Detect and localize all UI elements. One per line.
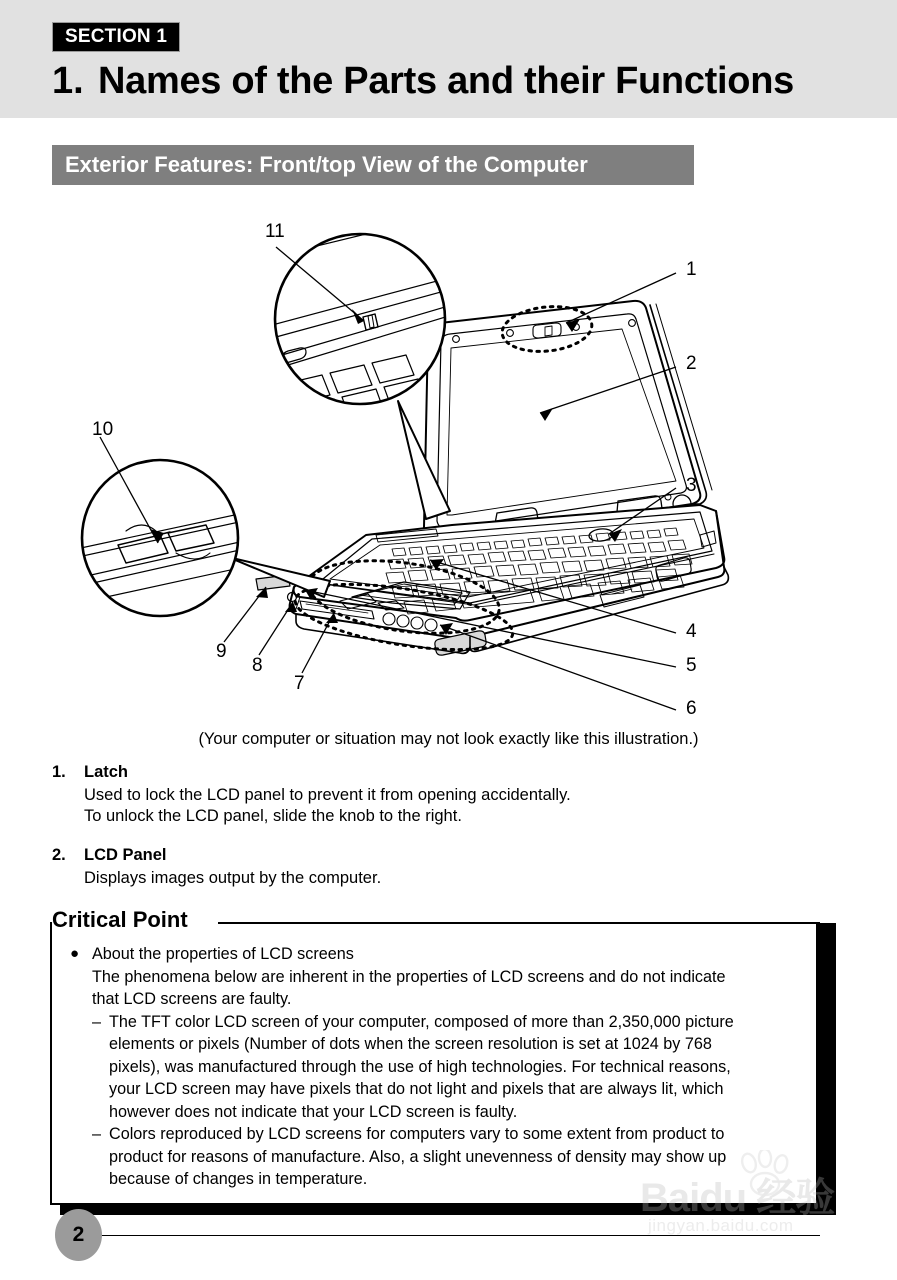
dash-2-line-1: Colors reproduced by LCD screens for computers vary to some extent from product to — [109, 1125, 725, 1143]
part-item-2-head — [52, 845, 852, 866]
critical-point-content — [70, 943, 810, 1191]
dash-1-line-1: The TFT color LCD screen of your computer, composed of more than 2,350,000 picture — [109, 1012, 734, 1031]
critical-point-dash-item-1 — [92, 1011, 810, 1124]
page-title — [52, 62, 852, 102]
dash-bullet-icon-1: – — [92, 1012, 102, 1031]
part-item-2-line-1: Displays images output by the computer. — [84, 869, 382, 887]
laptop-line-drawing — [0, 205, 897, 730]
footer-rule — [100, 1235, 820, 1236]
dash-2-line-2: product for reasons of manufacture. Also, a slight unevenness of density may show up — [109, 1147, 727, 1166]
critical-point-bullet-row — [70, 943, 810, 966]
filled-circle-bullet-icon: ● — [70, 945, 80, 962]
dash-1-line-5: however does not indicate that your LCD screen is faulty. — [109, 1102, 518, 1121]
part-item-1-line-2: To unlock the LCD panel, slide the knob to the right. — [84, 807, 462, 825]
callout-5: 5 — [686, 655, 697, 676]
watermark-sub-text: jingyan.baidu.com — [648, 1216, 794, 1235]
part-item-1-line-1: Used to lock the LCD panel to prevent it from opening accidentally. — [84, 786, 571, 804]
part-item-1 — [52, 762, 852, 827]
critical-point-paragraph-line-1: The phenomena below are inherent in the properties of LCD screens and do not indicate — [92, 967, 726, 986]
critical-point-top-rule — [218, 922, 820, 924]
critical-point-dash-item-1-text — [109, 1011, 810, 1124]
critical-point-bullet-heading: About the properties of LCD screens — [92, 945, 354, 963]
critical-point-paragraph — [92, 966, 810, 1011]
dash-1-line-2: elements or pixels (Number of dots when the screen resolution is set at 1024 by 768 — [109, 1035, 712, 1053]
section-subheader: Exterior Features: Front/top View of the Computer — [52, 145, 694, 185]
dash-2-line-3: because of changes in temperature. — [109, 1170, 368, 1188]
part-item-1-body — [84, 785, 852, 827]
part-item-2-body — [84, 868, 852, 889]
critical-point-dash-item-2-text — [109, 1123, 810, 1191]
callout-6: 6 — [686, 698, 697, 719]
critical-point-dash-item-2 — [92, 1123, 810, 1191]
dash-bullet-icon-2: – — [92, 1125, 102, 1143]
part-item-2-title: LCD Panel — [84, 846, 167, 864]
part-item-1-number: 1. — [52, 763, 66, 781]
dash-1-line-4: your LCD screen may have pixels that do not light and pixels that are always lit, which — [109, 1080, 724, 1098]
part-item-1-head — [52, 762, 852, 783]
figure-caption: (Your computer or situation may not look exactly like this illustration.) — [198, 730, 699, 748]
part-item-2 — [52, 845, 852, 889]
dash-1-line-3: pixels), was manufactured through the use of high technologies. For technical reasons, — [109, 1057, 731, 1076]
critical-point-box — [50, 905, 826, 1200]
section-badge: SECTION 1 — [52, 22, 180, 52]
critical-point-title: Critical Point — [52, 905, 196, 935]
callout-10: 10 — [92, 419, 114, 440]
page-number-badge: 2 — [55, 1209, 102, 1261]
part-item-1-title: Latch — [84, 763, 129, 781]
callout-11: 11 — [265, 221, 285, 242]
laptop-illustration — [0, 205, 897, 730]
callout-3: 3 — [686, 475, 697, 496]
callout-7: 7 — [294, 673, 305, 694]
watermark-main-text: Baidu 经验 — [640, 1176, 835, 1220]
callout-1: 1 — [686, 259, 697, 280]
chapter-title: Names of the Parts and their Functions — [98, 60, 794, 102]
chapter-number: 1. — [52, 60, 84, 102]
callout-2: 2 — [686, 353, 697, 374]
callout-8: 8 — [252, 655, 263, 676]
callout-4: 4 — [686, 621, 697, 642]
callout-9: 9 — [216, 641, 227, 662]
critical-point-paragraph-line-2: that LCD screens are faulty. — [92, 990, 292, 1008]
part-item-2-number: 2. — [52, 846, 66, 864]
